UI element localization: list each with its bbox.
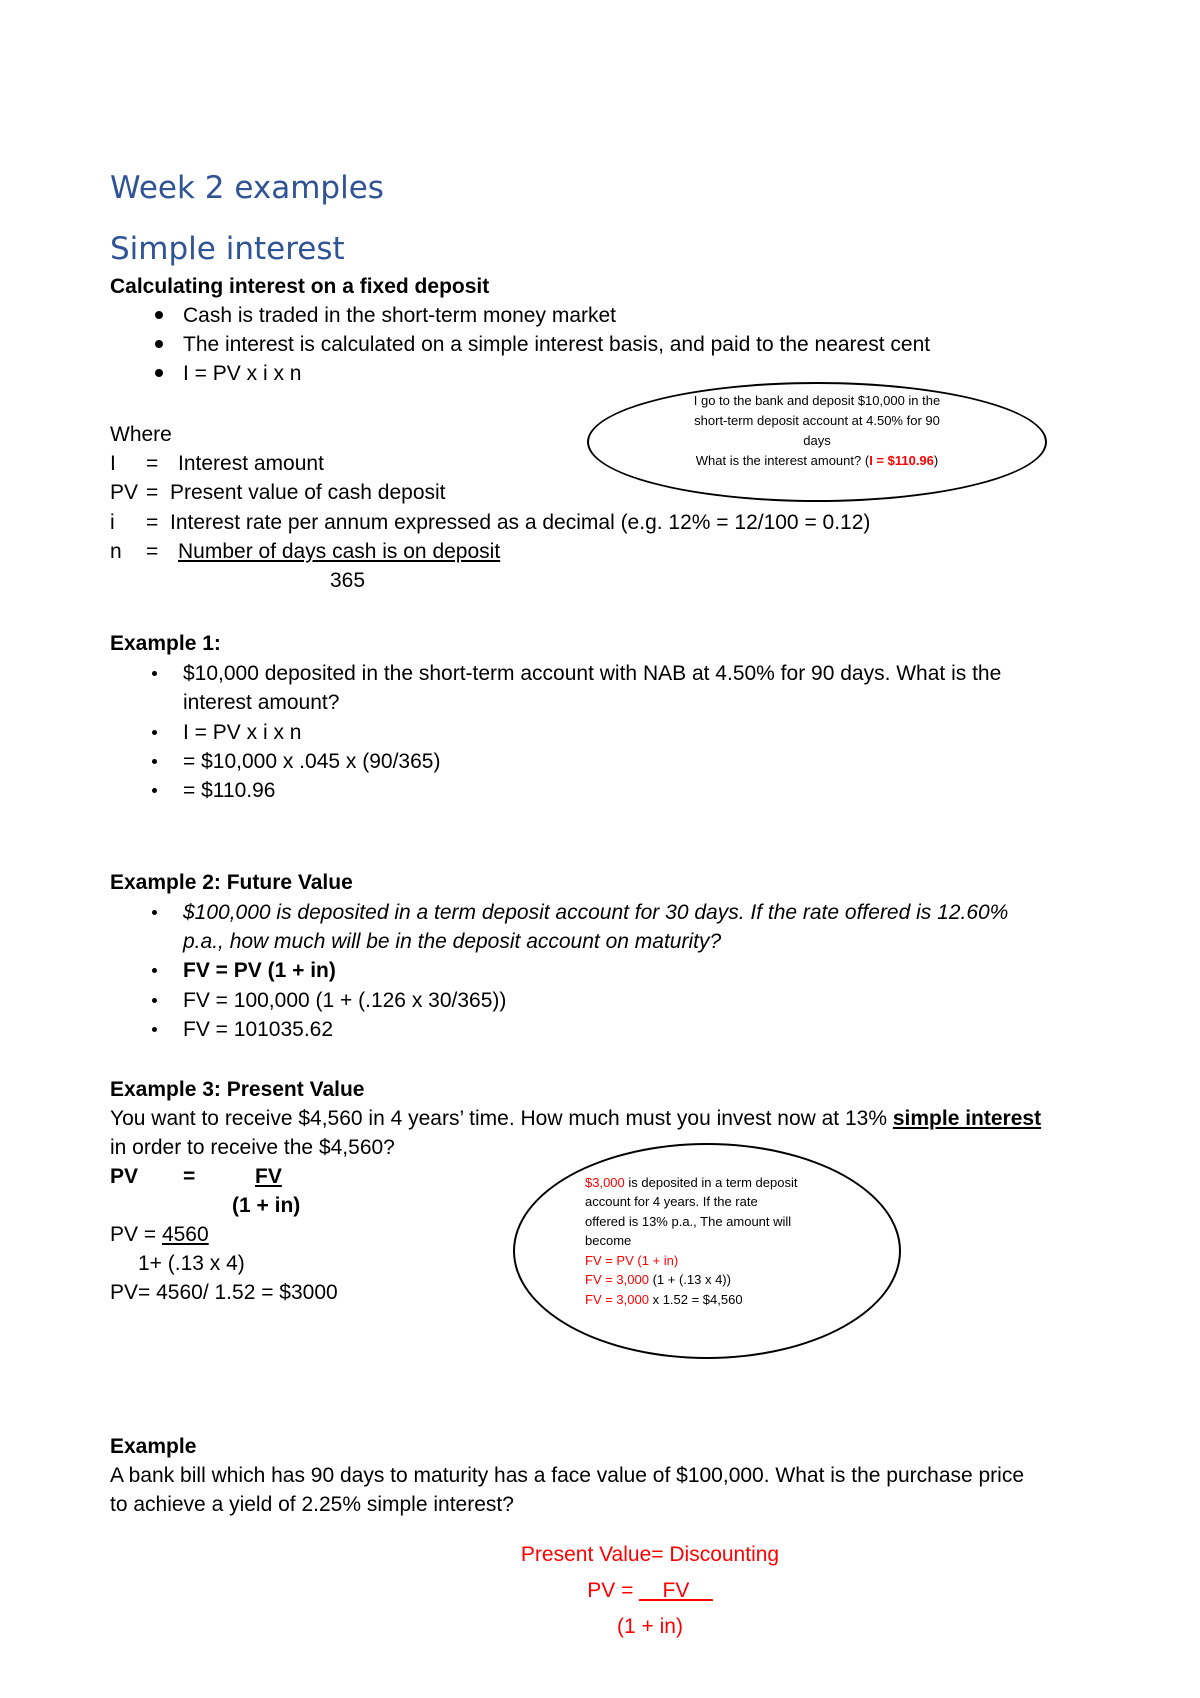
list-item: = $10,000 x .045 x (90/365) (183, 750, 441, 773)
list-item: $10,000 deposited in the short-term account with NAB at 4.50% for 90 days. What is the (183, 662, 1002, 685)
where-label: Where (110, 423, 172, 446)
legend-equals: = (146, 540, 159, 563)
fraction-denominator: 365 (330, 569, 366, 592)
bullet-icon (155, 340, 163, 348)
question-text: to achieve a yield of 2.25% simple interest? (110, 1493, 514, 1516)
callout-emphasis: FV = 3,000 (585, 1272, 649, 1287)
callout-emphasis: $3,000 (585, 1175, 625, 1190)
bullet-icon (152, 1027, 157, 1032)
pv-formula-numerator: __FV__ (639, 1579, 713, 1602)
bullet-icon (152, 910, 157, 915)
formula-denominator: (1 + in) (232, 1194, 301, 1217)
question-text: A bank bill which has 90 days to maturity has a face value of $100,000. What is the purchase price (110, 1464, 1025, 1487)
pv-title: Present Value= Discounting (520, 1543, 780, 1566)
bullet-icon (152, 998, 157, 1003)
legend-description: Present value of cash deposit (170, 481, 446, 504)
calculation-result: PV= 4560/ 1.52 = $3000 (110, 1281, 338, 1304)
formula-label: PV (110, 1165, 139, 1188)
legend-symbol: PV (110, 481, 139, 504)
list-item-continuation: interest amount? (183, 691, 340, 714)
legend-equals: = (146, 452, 159, 475)
callout-line (585, 1173, 797, 1193)
calculation (110, 1220, 209, 1249)
formula-equals: = (183, 1165, 196, 1188)
callout-formula (585, 1270, 731, 1290)
pv-formula-text: PV = (587, 1579, 640, 1602)
callout-line: offered is 13% p.a., The amount will (585, 1214, 792, 1229)
list-item: Cash is traded in the short-term money market (183, 304, 617, 327)
formula-result: FV = 101035.62 (183, 1018, 334, 1041)
bullet-icon (152, 730, 157, 735)
legend-symbol: i (110, 511, 115, 534)
callout-text: (1 + (.13 x 4)) (648, 1272, 731, 1287)
legend-equals: = (146, 511, 159, 534)
section-heading: Simple interest (110, 231, 345, 267)
callout-answer: I = $110.96 (869, 453, 934, 468)
bullet-icon (152, 968, 157, 973)
legend-symbol: I (110, 452, 116, 475)
pv-formula-denominator: (1 + in) (617, 1615, 683, 1638)
bullet-icon (155, 369, 163, 377)
bullet-icon (152, 759, 157, 764)
example-heading: Example 3: Present Value (110, 1078, 365, 1101)
list-item: I = PV x i x n (183, 362, 302, 385)
callout-line: become (585, 1233, 632, 1248)
callout-text: x 1.52 = $4,560 (648, 1292, 743, 1307)
callout-formula (585, 1290, 743, 1310)
callout-question-text: What is the interest amount? ( (695, 453, 870, 468)
pv-formula (450, 1576, 850, 1605)
example-heading: Example 2: Future Value (110, 871, 353, 894)
formula: FV = PV (1 + in) (183, 959, 336, 982)
calculation-numerator: 4560 (161, 1223, 209, 1246)
question-text: in order to receive the $4,560? (110, 1136, 395, 1159)
legend-symbol: n (110, 540, 122, 563)
callout-line: account for 4 years. If the rate (585, 1194, 758, 1209)
formula-step: FV = 100,000 (1 + (.126 x 30/365)) (183, 989, 507, 1012)
fixed-deposit-heading: Calculating interest on a fixed deposit (110, 275, 490, 298)
callout-line: days (803, 433, 831, 448)
callout-text: is deposited in a term deposit (624, 1175, 798, 1190)
callout-emphasis: FV = 3,000 (585, 1292, 649, 1307)
formula-numerator: FV (255, 1165, 282, 1188)
example-heading: Example (110, 1435, 197, 1458)
list-item: I = PV x i x n (183, 721, 302, 744)
example-heading: Example 1: (110, 632, 221, 655)
question-text: p.a., how much will be in the deposit account on maturity? (183, 930, 722, 953)
legend-description: Interest amount (178, 452, 324, 475)
emphasis-text: simple interest (892, 1107, 1042, 1130)
legend-equals: = (146, 481, 159, 504)
list-item: The interest is calculated on a simple interest basis, and paid to the nearest cent (183, 333, 931, 356)
list-item: = $110.96 (183, 779, 276, 802)
page-title: Week 2 examples (110, 170, 384, 206)
legend-description: Number of days cash is on deposit (178, 540, 501, 563)
question-text (110, 1104, 1041, 1133)
callout-formula: FV = PV (1 + in) (585, 1253, 679, 1268)
calculation-text: PV = (110, 1223, 162, 1246)
calculation-denominator: 1+ (.13 x 4) (138, 1252, 245, 1275)
callout-line: short-term deposit account at 4.50% for 90 (694, 413, 940, 428)
callout-question (617, 451, 1017, 471)
callout-question-text: ) (933, 453, 939, 468)
bullet-icon (155, 311, 163, 319)
bullet-icon (152, 671, 157, 676)
bullet-icon (152, 788, 157, 793)
callout-line: I go to the bank and deposit $10,000 in the (693, 393, 941, 408)
question-text: $100,000 is deposited in a term deposit account for 30 days. If the rate offered is 12.60% (183, 901, 1009, 924)
question-text-part: You want to receive $4,560 in 4 years’ time. How much must you invest now at 13% (110, 1107, 893, 1130)
legend-description: Interest rate per annum expressed as a decimal (e.g. 12% = 12/100 = 0.12) (170, 511, 871, 534)
